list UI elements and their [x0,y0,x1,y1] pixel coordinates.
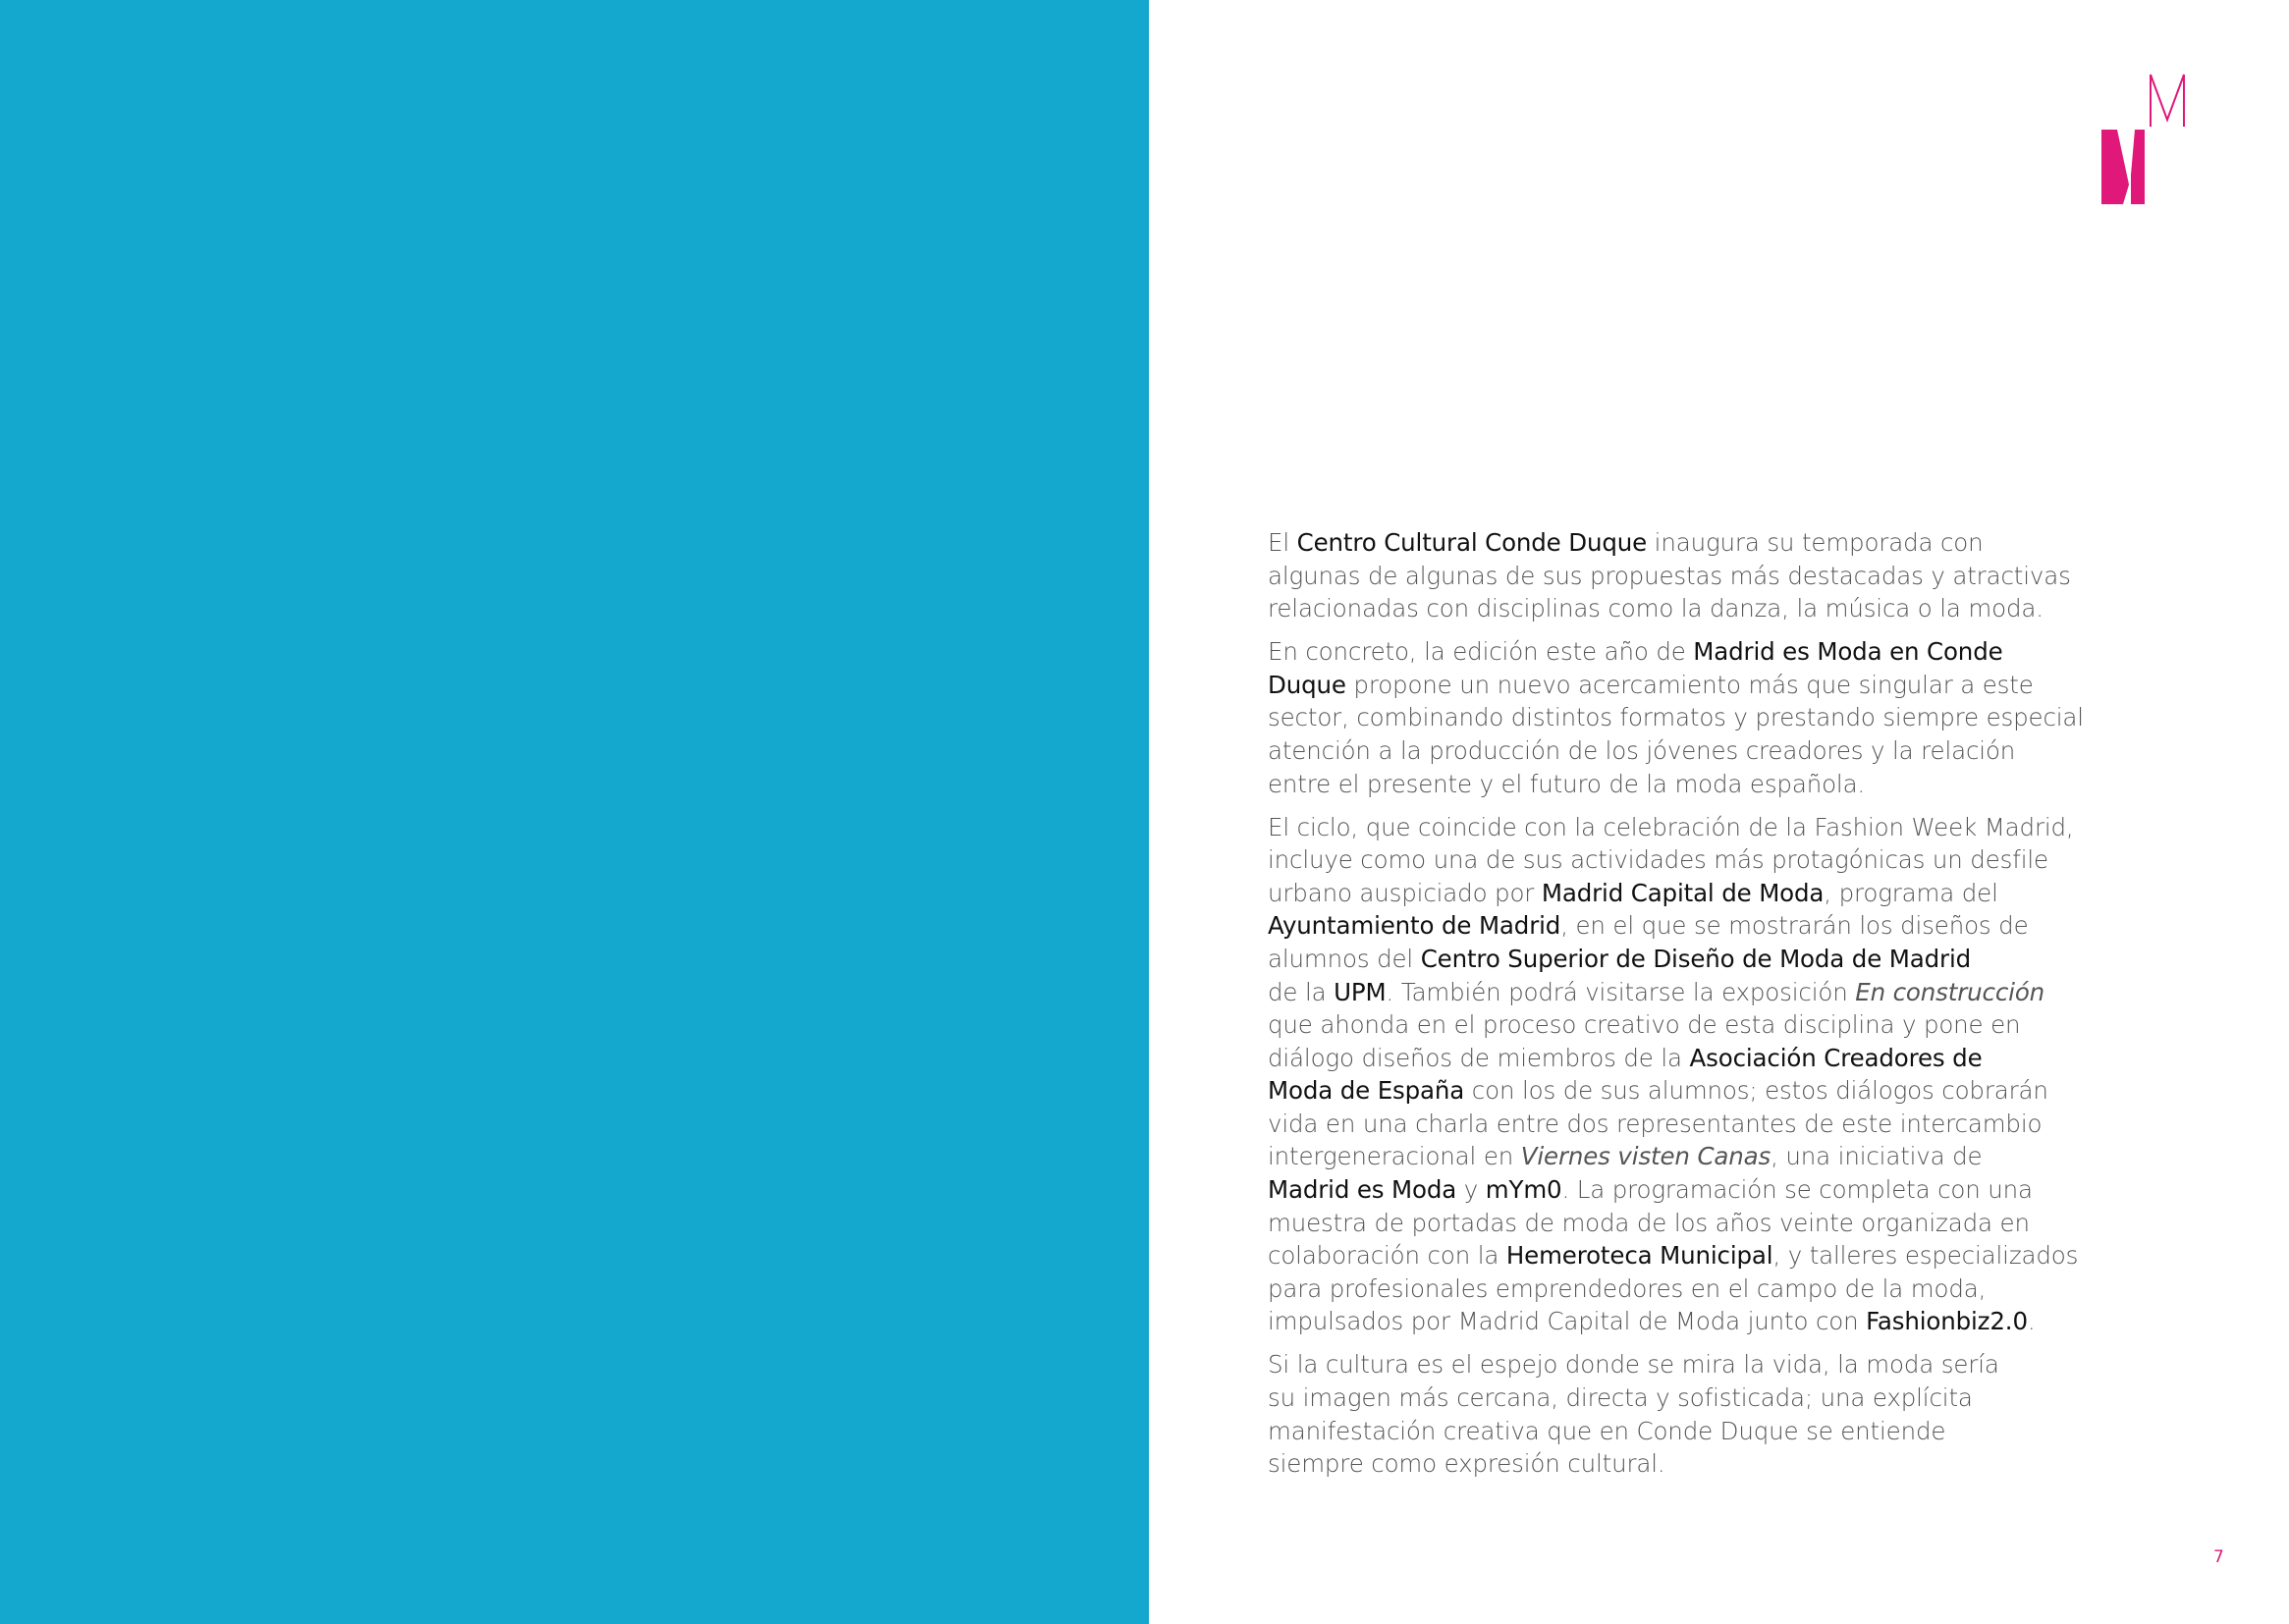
text-line [1268,1173,2053,1207]
text-run: diálogo diseños de miembros de la [1268,1043,1690,1072]
text-run: , una iniciativa de [1771,1142,1983,1171]
text-line [1268,1008,2053,1042]
text-run: relacionadas con disciplinas como la danza, la música o la moda. [1268,594,2044,623]
text-run: siempre como expresión cultural. [1268,1449,1665,1479]
text-run: algunas de algunas de sus propuestas más destacadas y atractivas [1268,561,2071,590]
text-line [1268,669,2053,702]
text-run: , y talleres especializados [1772,1241,2079,1271]
text-run: , programa del [1824,878,1998,907]
text-line [1268,1074,2053,1108]
highlighted-name: Asociación Creadores de [1689,1043,1983,1072]
highlighted-name: UPM [1334,977,1387,1006]
text-line [1268,635,2053,669]
highlighted-name: mYm0 [1485,1175,1562,1205]
text-run: El ciclo, que coincide con la celebración de la Fashion Week Madrid, [1268,812,2074,841]
text-run: alumnos del [1268,944,1421,973]
text-line [1268,526,2053,560]
text-line [1268,560,2071,593]
text-run: para profesionales emprendedores en el campo de la moda, [1268,1273,1987,1303]
text-run: entre el presente y el futuro de la moda española. [1268,769,1866,798]
text-line [1268,734,2053,768]
text-run: urbano auspiciado por [1268,878,1542,907]
text-run: su imagen más cercana, directa y sofisticada; una explícita [1268,1383,1973,1413]
text-line [1268,1415,2053,1448]
text-line [1268,976,2053,1009]
text-line [1268,701,2084,734]
text-line [1268,877,2053,910]
text-line [1268,1239,2079,1272]
text-line [1268,843,2053,877]
paragraph [1268,811,2079,1339]
text-run: manifestación creativa que en Conde Duque se entiende [1268,1416,1946,1445]
text-run: con los de sus alumnos; estos diálogos cobrarán [1464,1076,2048,1106]
text-run: En concreto, la edición este año de [1268,637,1694,667]
text-line [1268,909,2053,943]
article-body [1268,526,2084,1490]
highlighted-name: Fashionbiz2.0 [1866,1307,2028,1336]
highlighted-name: Ayuntamiento de Madrid [1268,911,1561,941]
text-run: El [1268,528,1297,557]
highlighted-name: Madrid es Moda [1268,1175,1457,1205]
text-line [1268,1140,2053,1173]
page-number: 7 [2213,1547,2224,1567]
highlighted-name: Hemeroteca Municipal [1505,1241,1773,1271]
text-line [1268,768,2053,801]
text-run: , en el que se mostrarán los diseños de [1560,911,2029,941]
text-line [1268,943,2053,976]
text-line [1268,1447,2053,1481]
text-line [1268,1381,2053,1415]
paragraph [1268,635,2084,800]
text-run: . La programación se completa con una [1561,1175,2033,1205]
text-run: muestra de portadas de moda de los años veinte organizada en [1268,1208,2030,1237]
vm-monogram-logo-icon [2101,73,2239,210]
text-run: atención a la producción de los jóvenes creadores y la relación [1268,735,2016,765]
italic-title: Viernes visten Canas [1520,1142,1771,1171]
paragraph [1268,1348,2053,1480]
highlighted-name: Moda de España [1268,1076,1465,1106]
text-run: . [2027,1307,2036,1336]
highlighted-name: Madrid es Moda en Conde [1693,637,2003,667]
text-line [1268,1207,2053,1240]
text-line [1268,592,2053,625]
paragraph [1268,526,2071,625]
text-run: impulsados por Madrid Capital de Moda junto con [1268,1307,1867,1336]
text-run: inaugura su temporada con [1647,528,1984,557]
text-line [1268,1272,2053,1306]
text-run: incluye como una de sus actividades más protagónicas un desfile [1268,845,2048,875]
text-run: colaboración con la [1268,1241,1506,1271]
highlighted-name: Centro Superior de Diseño de Moda de Madrid [1420,944,1971,973]
highlighted-name: Duque [1268,670,1346,699]
italic-title: En construcción [1855,977,2045,1006]
text-run: sector, combinando distintos formatos y prestando siempre especial [1268,703,2084,732]
text-run: intergeneracional en [1268,1142,1521,1171]
text-line [1268,1305,2053,1338]
text-run: propone un nuevo acercamiento más que singular a este [1345,670,2034,699]
text-run: Si la cultura es el espejo donde se mira la vida, la moda sería [1268,1350,1999,1380]
text-line [1268,1348,2053,1381]
highlighted-name: Madrid Capital de Moda [1541,878,1825,907]
text-run: y [1456,1175,1486,1205]
text-line [1268,1108,2053,1141]
text-line [1268,811,2074,844]
text-line [1268,1042,2053,1075]
text-run: vida en una charla entre dos representantes de este intercambio [1268,1109,2043,1138]
text-run: de la [1268,977,1335,1006]
text-run: que ahonda en el proceso creativo de esta disciplina y pone en [1268,1010,2021,1040]
highlighted-name: Centro Cultural Conde Duque [1296,528,1648,557]
text-run: . También podrá visitarse la exposición [1386,977,1856,1006]
